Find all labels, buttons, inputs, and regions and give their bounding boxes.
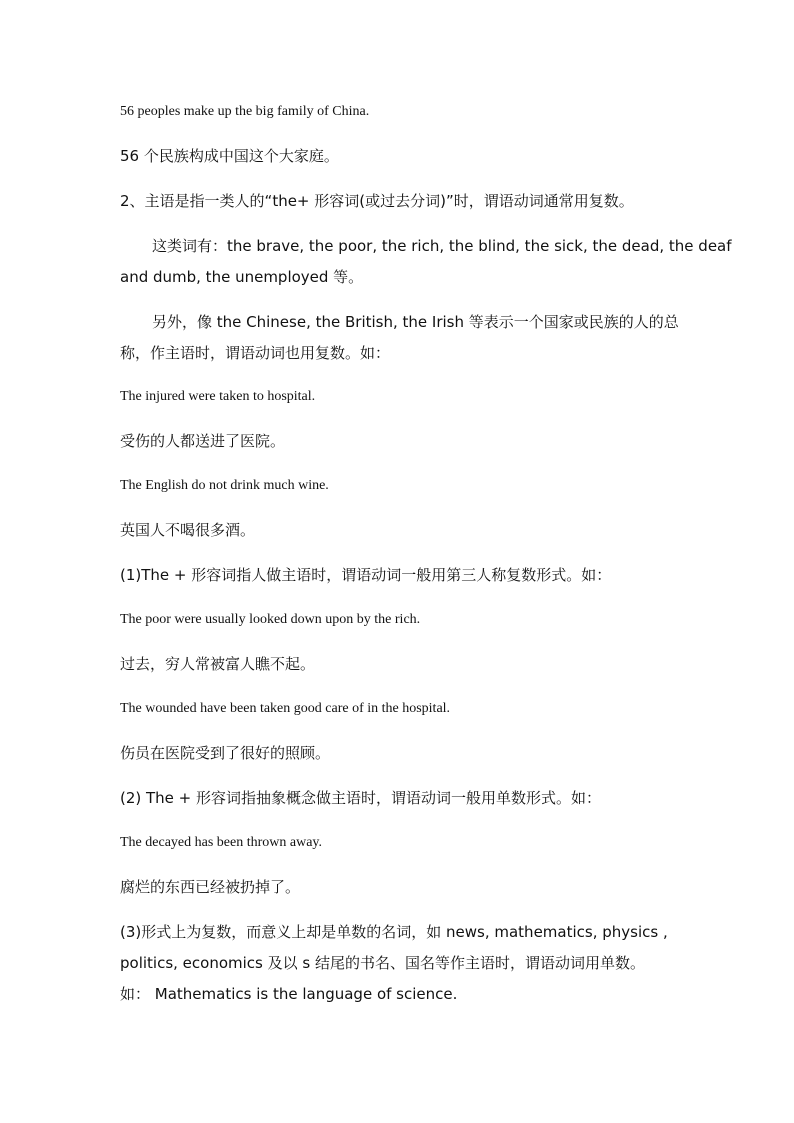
rule-heading-2: 2、主语是指一类人的“the+ 形容词(或过去分词)”时，谓语动词通常用复数。	[120, 192, 634, 210]
rule-heading-sub-3: (3)形式上为复数，而意义上却是单数的名词，如 news, mathematics, physics ,	[120, 923, 668, 941]
example-translation-zh: 受伤的人都送进了医院。	[120, 432, 286, 450]
rule-heading-sub-3-cont: politics, economics 及以 s 结尾的书名、国名等作主语时，谓语动词用单数。	[120, 954, 645, 972]
example-sentence-mixed: 如： Mathematics is the language of science.	[120, 985, 458, 1003]
example-sentence-en: The injured were taken to hospital.	[120, 389, 316, 404]
text-line-nationality-2: 称，作主语时，谓语动词也用复数。如：	[120, 344, 391, 362]
text-line-en-1: 56 peoples make up the big family of China.	[120, 104, 370, 119]
example-translation-zh: 伤员在医院受到了很好的照顾。	[120, 744, 331, 762]
example-sentence-en: The English do not drink much wine.	[120, 478, 329, 493]
text-line-examples-1: 这类词有：the brave, the poor, the rich, the blind, the sick, the dead, the deaf	[152, 237, 732, 255]
example-sentence-en: The decayed has been thrown away.	[120, 835, 323, 850]
rule-heading-sub-1: (1)The + 形容词指人做主语时，谓语动词一般用第三人称复数形式。如：	[120, 566, 612, 584]
text-line-nationality-1: 另外，像 the Chinese, the British, the Irish 等表示一个国家或民族的人的总	[152, 313, 679, 331]
text-line-zh-1: 56 个民族构成中国这个大家庭。	[120, 147, 339, 165]
example-translation-zh: 过去，穷人常被富人瞧不起。	[120, 655, 316, 673]
text-line-examples-2: and dumb, the unemployed 等。	[120, 268, 364, 286]
example-sentence-en: The wounded have been taken good care of in the hospital.	[120, 701, 451, 716]
example-translation-zh: 英国人不喝很多酒。	[120, 521, 256, 539]
example-sentence-en: The poor were usually looked down upon by the rich.	[120, 612, 421, 627]
example-translation-zh: 腐烂的东西已经被扔掉了。	[120, 878, 301, 896]
rule-heading-sub-2: (2) The + 形容词指抽象概念做主语时，谓语动词一般用单数形式。如：	[120, 789, 602, 807]
